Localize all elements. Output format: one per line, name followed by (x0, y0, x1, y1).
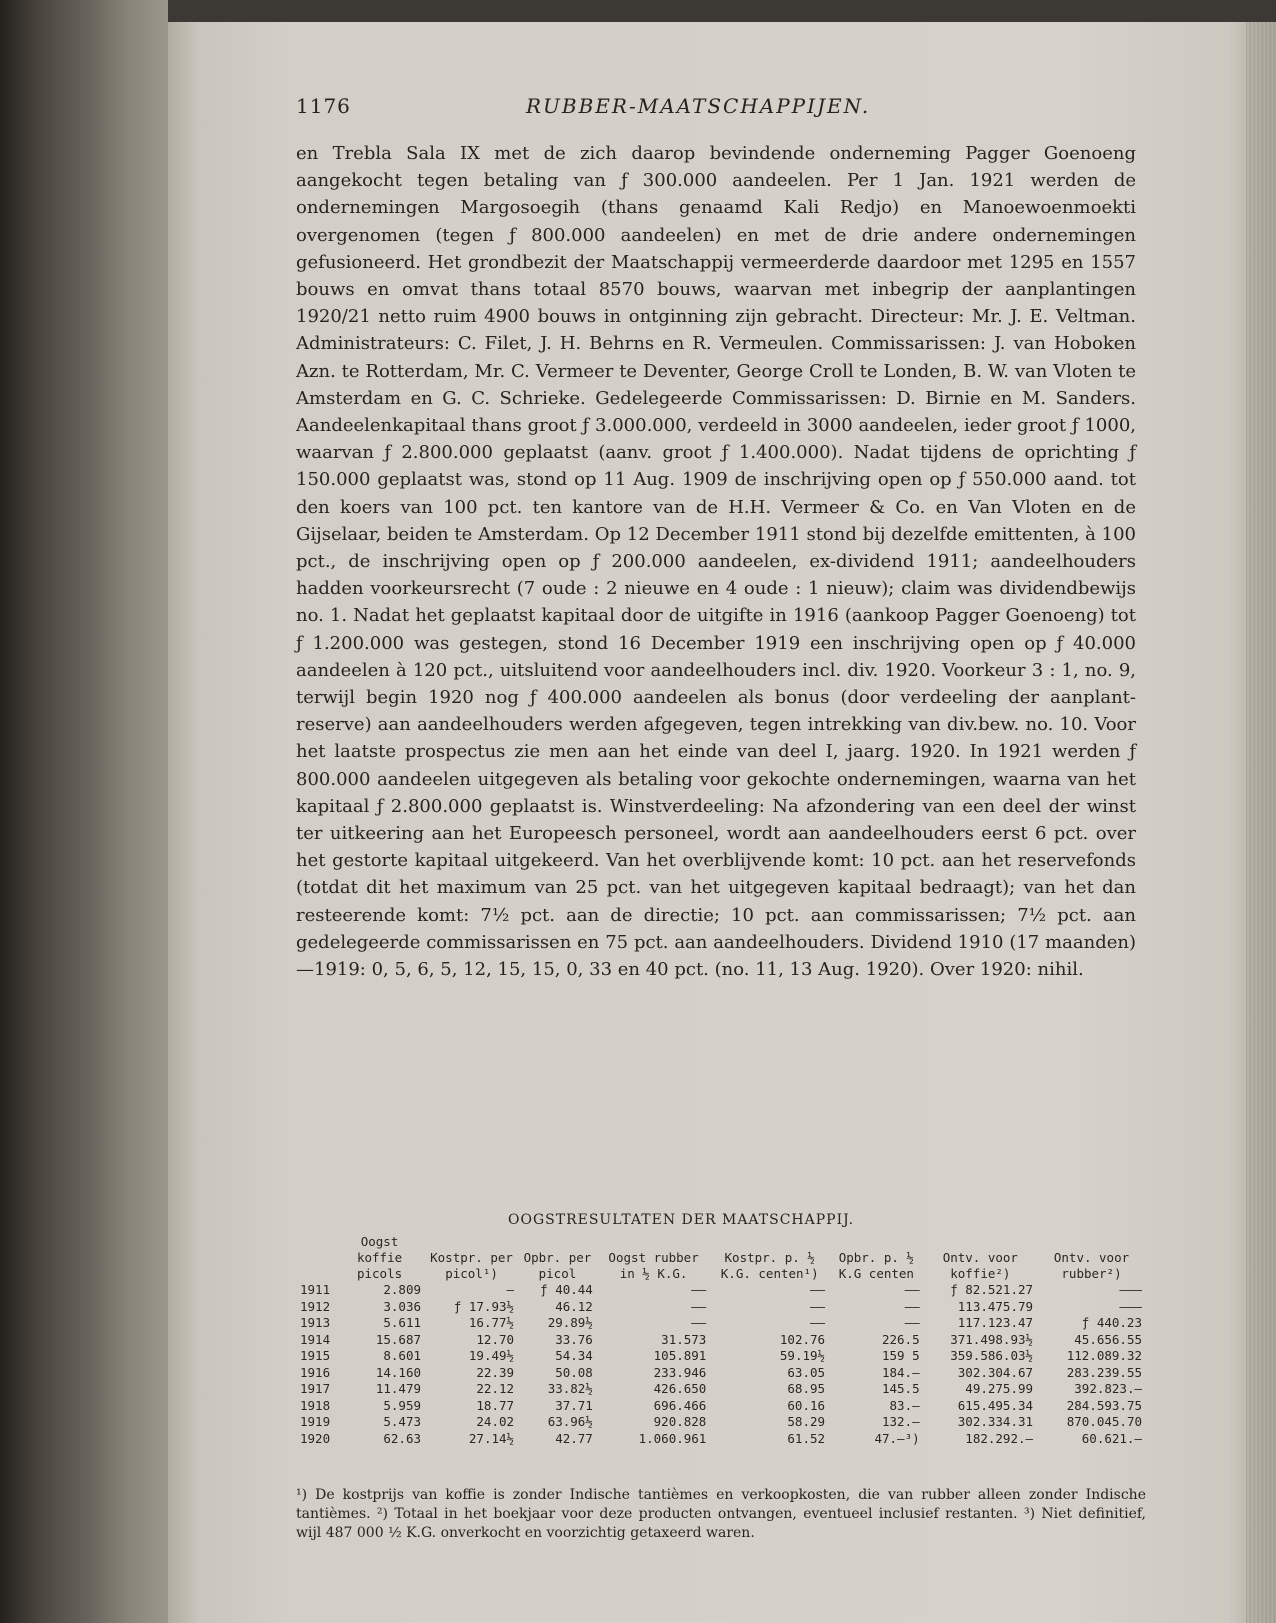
table-cell: 83.— (889, 1397, 920, 1413)
table-cell: 284.593.75 (1066, 1397, 1142, 1413)
table-row (296, 1315, 1146, 1332)
table-cell: 302.304.67 (957, 1364, 1034, 1380)
table-cell: 5.473 (383, 1414, 422, 1429)
year-cell: 1915 (300, 1348, 331, 1363)
table-cell: 283.239.55 (1066, 1364, 1142, 1380)
table-cell: 426.650 (653, 1381, 707, 1396)
table-cell: 58.29 (787, 1414, 826, 1429)
column-header: Kostpr. per picol¹) (430, 1250, 513, 1281)
table-cell: 113.475.79 (957, 1298, 1034, 1314)
table-footnote: ¹) De kostprijs van koffie is zonder Indische tantièmes en verkoopkosten, die van rubber alleen zonder Indische tantièmes. ²) Totaal in het boekjaar voor deze producten ontvangen, eventueel inclusief restanten. ³) Niet definitief, wijl 487 000 ½ K.G. onverkocht en voorzichtig getaxeerd waren. (296, 1487, 1146, 1541)
table-body (296, 1282, 1146, 1447)
table-cell: 19.49½ (468, 1348, 515, 1363)
table-cell: 159 5 (881, 1348, 920, 1363)
table-cell: 3.036 (383, 1298, 422, 1314)
table-cell: 54.34 (555, 1348, 593, 1363)
table-cell: 5.611 (383, 1315, 422, 1330)
table-cell: 233.946 (653, 1364, 707, 1380)
table-cell: 24.02 (476, 1414, 515, 1429)
year-cell: 1918 (300, 1397, 331, 1413)
table-cell: 33.82½ (547, 1381, 593, 1396)
table-cell: 60.16 (787, 1397, 826, 1413)
table-cell: —— (691, 1315, 707, 1330)
table-cell: 31.573 (661, 1331, 707, 1347)
table-cell: 22.12 (476, 1381, 515, 1396)
table-cell: 62.63 (383, 1430, 422, 1446)
table-cell: 870.045.70 (1066, 1414, 1142, 1429)
table-cell: 63.96½ (547, 1414, 593, 1429)
table-cell: 47.—³) (874, 1430, 920, 1446)
table-cell: 184.— (881, 1364, 920, 1380)
table-cell: 46.12 (555, 1298, 593, 1314)
column-header: Ontv. voor koffie²) (942, 1250, 1018, 1281)
column-header: Oogst koffie picols (356, 1234, 403, 1281)
body-paragraph: en Trebla Sala IX met de zich daarop bevindende onderneming Pagger Goenoeng aangekocht tegen betaling van ƒ 300.000 aandeelen. Per 1 Jan. 1921 werden de ondernemingen Margosoegih (thans genaamd Kali Redjo) en Manoewoenmoekti overgenomen (tegen ƒ 800.000 aandeelen) en met de drie andere ondernemingen gefusioneerd. Het grondbezit der Maatschappij vermeerderde daardoor met 1295 en 1557 bouws en omvat thans totaal 8570 bouws, waarvan met inbegrip der aanplantingen 1920/21 netto ruim 4900 bouws in ontginning zijn gebracht. Directeur: Mr. J. E. Veltman. Administrateurs: C. Filet, J. H. Behrns en R. Vermeulen. Commissarissen: J. van Hoboken Azn. te Rotterdam, Mr. C. Vermeer te Deventer, George Croll te Londen, B. W. van Vloten te Amsterdam en G. C. Schrieke. Gedelegeerde Commissarissen: D. Birnie en M. Sanders. Aandeelenkapitaal thans groot ƒ 3.000.000, verdeeld in 3000 aandeelen, ieder groot ƒ 1000, waarvan ƒ 2.800.000 geplaatst (aanv. groot ƒ 1.400.000). Nadat tijdens de oprichting ƒ 150.000 geplaatst was, stond op 11 Aug. 1909 de inschrijving open op ƒ 550.000 aand. tot den koers van 100 pct. ten kantore van de H.H. Vermeer & Co. en Van Vloten en de Gijselaar, beiden te Amsterdam. Op 12 December 1911 stond bij dezelfde emittenten, à 100 pct., de inschrijving open op ƒ 200.000 aandeelen, ex-dividend 1911; aandeelhouders hadden voorkeursrecht (7 oude : 2 nieuwe en 4 oude : 1 nieuw); claim was dividendbewijs no. 1. Nadat het geplaatst kapitaal door de uitgifte in 1916 (aankoop Pagger Goenoeng) tot ƒ 1.200.000 was gestegen, stond 16 December 1919 een inschrijving open op ƒ 40.000 aandeelen à 120 pct., uitsluitend voor aandeelhouders incl. div. 1920. Voorkeur 3 : 1, no. 9, terwijl begin 1920 nog ƒ 400.000 aandeelen als bonus (door verdeeling der aanplant-reserve) aan aandeelhouders werden afgegeven, tegen intrekking van div.bew. no. 10. Voor het laatste prospectus zie men aan het einde van deel I, jaarg. 1920. In 1921 werden ƒ 800.000 aandeelen uitgegeven als betaling voor gekochte ondernemingen, waarna van het kapitaal ƒ 2.800.000 geplaatst is. Winstverdeeling: Na afzondering van een deel der winst ter uitkeering aan het Europeesch personeel, wordt aan aandeelhouders eerst 6 pct. over het gestorte kapitaal uitgekeerd. Van het overblijvende komt: 10 pct. aan het reservefonds (totdat dit het maximum van 25 pct. van het uitgegeven kapitaal bedraagt); van het dan resteerende komt: 7½ pct. aan de directie; 10 pct. aan commissarissen; 7½ pct. aan gedelegeerde commissarissen en 75 pct. aan aandeelhouders. Dividend 1910 (17 maanden)—1919: 0, 5, 6, 5, 12, 15, 15, 0, 33 en 40 pct. (no. 11, 13 Aug. 1920). Over 1920: nihil. (296, 143, 1136, 981)
table-cell: 49.275.99 (965, 1381, 1034, 1396)
table-cell: —— (904, 1315, 920, 1330)
table-row (296, 1282, 1146, 1299)
table-row (296, 1431, 1146, 1448)
harvest-table (296, 1234, 1146, 1447)
table-cell: —— (809, 1282, 826, 1297)
table-cell: —— (904, 1298, 920, 1314)
table-cell: 14.160 (375, 1364, 422, 1380)
table-cell: —— (809, 1315, 826, 1330)
table-cell: 920.828 (653, 1414, 707, 1429)
table-cell: 359.586.03½ (950, 1348, 1034, 1363)
table-cell: —— (691, 1298, 707, 1314)
year-cell: 1917 (300, 1381, 331, 1396)
table-row (296, 1365, 1146, 1382)
book-page (168, 22, 1276, 1623)
table-cell: 16.77½ (468, 1315, 515, 1330)
year-cell: 1914 (300, 1331, 331, 1347)
table-cell: 33.76 (555, 1331, 593, 1347)
table-row (296, 1414, 1146, 1431)
table-cell: 182.292.— (965, 1430, 1034, 1446)
table-cell: ƒ 40.44 (540, 1282, 593, 1297)
table-cell: —— (809, 1298, 826, 1314)
year-cell: 1920 (300, 1430, 331, 1446)
table-cell: 68.95 (787, 1381, 826, 1396)
table-cell: ƒ 82.521.27 (950, 1282, 1034, 1297)
table-row (296, 1332, 1146, 1349)
table-cell: 226.5 (881, 1331, 920, 1347)
table-cell: 27.14½ (468, 1430, 515, 1446)
table-cell: 615.495.34 (957, 1397, 1034, 1413)
column-header: Kostpr. p. ½ K.G. centen¹) (720, 1250, 819, 1281)
year-cell: 1919 (300, 1414, 331, 1429)
table-cell: 696.466 (653, 1397, 707, 1413)
table-cell: 371.498.93½ (950, 1331, 1034, 1347)
table-cell: 112.089.32 (1066, 1348, 1142, 1363)
table-cell: 60.621.— (1081, 1430, 1142, 1446)
table-cell: 63.05 (787, 1364, 826, 1380)
table-cell: 132.— (881, 1414, 920, 1429)
table-cell: —— (904, 1282, 920, 1297)
table-cell: 45.656.55 (1074, 1331, 1142, 1347)
table-cell: ——— (1119, 1298, 1142, 1314)
table-cell: 102.76 (779, 1331, 826, 1347)
table-cell: 302.334.31 (957, 1414, 1034, 1429)
page-edge (1246, 22, 1276, 1623)
year-cell: 1912 (300, 1298, 331, 1314)
column-header: Oogst rubber in ½ K.G. (608, 1250, 699, 1281)
table-cell: — (506, 1282, 515, 1297)
table-cell: 61.52 (787, 1430, 826, 1446)
body-text (296, 140, 1136, 983)
table-cell: ——— (1119, 1282, 1142, 1297)
table-cell: 18.77 (476, 1397, 515, 1413)
table-cell: 5.959 (383, 1397, 422, 1413)
table-cell: 392.823.— (1074, 1381, 1142, 1396)
year-cell: 1916 (300, 1364, 331, 1380)
table-cell: 37.71 (555, 1397, 593, 1413)
table-cell: 117.123.47 (957, 1315, 1034, 1330)
column-header: Ontv. voor rubber²) (1053, 1250, 1130, 1281)
running-title: RUBBER-MAATSCHAPPIJEN. (526, 94, 871, 118)
table-header-row (296, 1234, 1146, 1282)
column-header: Opbr. p. ½ K.G centen (838, 1250, 914, 1281)
table-cell: 29.89½ (547, 1315, 593, 1330)
book-spine (0, 0, 168, 1623)
year-cell: 1911 (300, 1282, 331, 1297)
table-cell: 105.891 (653, 1348, 707, 1363)
table-cell: ƒ 17.93½ (453, 1298, 515, 1314)
table-cell: —— (691, 1282, 707, 1297)
table-cell: 145.5 (881, 1381, 920, 1396)
page-number: 1176 (296, 94, 351, 118)
table-cell: 2.809 (383, 1282, 422, 1297)
table-cell: 12.70 (476, 1331, 515, 1347)
table-cell: 15.687 (375, 1331, 422, 1347)
table-cell: 42.77 (555, 1430, 593, 1446)
table-cell: 50.08 (555, 1364, 593, 1380)
table-cell: 1.060.961 (638, 1430, 707, 1446)
table-row (296, 1299, 1146, 1316)
table-row (296, 1398, 1146, 1415)
table-row (296, 1381, 1146, 1398)
table-cell: 22.39 (476, 1364, 515, 1380)
table-row (296, 1348, 1146, 1365)
column-header: Opbr. per picol (523, 1250, 592, 1281)
table-cell: 59.19½ (779, 1348, 826, 1363)
table-title: OOGSTRESULTATEN DER MAATSCHAPPIJ. (508, 1212, 855, 1228)
column-header (296, 1234, 334, 1282)
table-cell: 11.479 (375, 1381, 422, 1396)
table-cell: 8.601 (383, 1348, 422, 1363)
year-cell: 1913 (300, 1315, 331, 1330)
table-cell: ƒ 440.23 (1081, 1315, 1142, 1330)
